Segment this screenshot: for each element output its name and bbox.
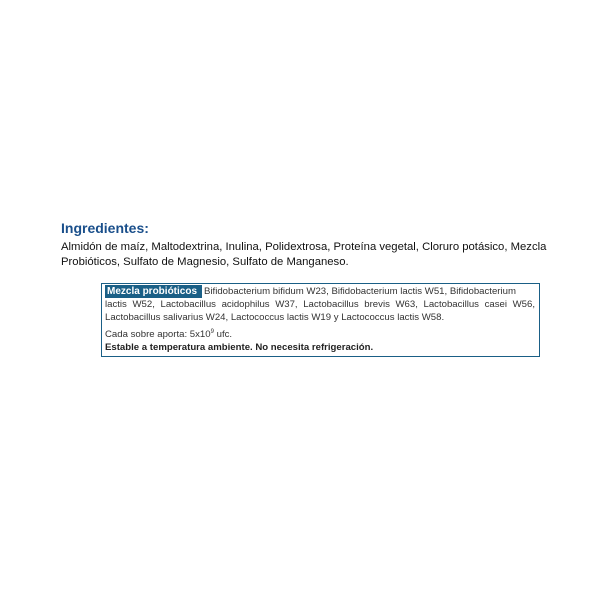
dose-suffix: ufc. [213,329,233,340]
ingredients-text: Almidón de maíz, Maltodextrina, Inulina, Polidextrosa, Proteína vegetal, Cloruro potásico, Mezcla Probióticos, Sulfato de Magnesio, Sulfato de Manganeso. [61,241,547,268]
probiotic-strains-line-3: Lactobacillus salivarius W24, Lactococcus lactis W19 y Lactococcus lactis W58. [105,312,445,323]
storage-note: Estable a temperatura ambiente. No necesita refrigeración. [105,342,374,353]
dose-exponent: 9 [210,328,214,335]
ingredients-heading: Ingredientes: [61,220,149,236]
probiotic-mix-box [101,283,540,357]
probiotic-mix-label: Mezcla probióticos [105,285,202,298]
ingredients-section [61,220,561,270]
probiotic-first-line [105,285,535,298]
probiotic-strains-line-1: Bifidobacterium bifidum W23, Bifidobacterium lactis W51, Bifidobacterium [204,286,516,297]
dose-prefix: Cada sobre aporta: 5x10 [105,329,211,340]
dose-line [105,328,535,341]
probiotic-strains-line-2: lactis W52, Lactobacillus acidophilus W37, Lactobacillus brevis W63, Lactobacillus casei W56, [105,299,535,310]
